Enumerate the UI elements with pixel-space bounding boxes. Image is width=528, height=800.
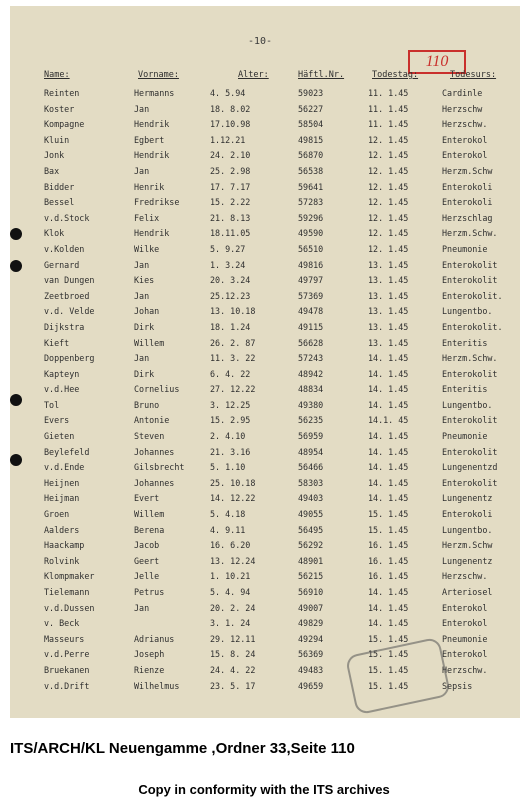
cell-name: Dijkstra <box>44 321 85 332</box>
cell-prisoner-number: 49815 <box>298 134 324 145</box>
cell-birth-date: 1. 10.21 <box>210 571 251 582</box>
record-row <box>10 133 520 149</box>
cell-cause: Lungenentz <box>442 555 493 566</box>
cell-cause: Enteritis <box>442 384 488 395</box>
cell-first-name: Steven <box>134 431 165 442</box>
cell-prisoner-number: 48954 <box>298 446 324 457</box>
cell-death-date: 13. 1.45 <box>368 321 409 332</box>
cell-first-name: Henrik <box>134 181 165 192</box>
cell-name: Koster <box>44 103 75 114</box>
cell-death-date: 11. 1.45 <box>368 119 409 130</box>
cell-prisoner-number: 49294 <box>298 633 324 644</box>
cell-birth-date: 18.11.05 <box>210 228 251 239</box>
cell-cause: Lungenentzd <box>442 462 498 473</box>
cell-death-date: 13. 1.45 <box>368 290 409 301</box>
cell-death-date: 12. 1.45 <box>368 212 409 223</box>
cell-cause: Enterokoli <box>442 181 493 192</box>
cell-name: v.d.Dussen <box>44 602 95 613</box>
cell-first-name: Jacob <box>134 540 160 551</box>
record-row <box>10 507 520 523</box>
cell-name: v.d.Hee <box>44 384 80 395</box>
cell-first-name: Egbert <box>134 134 165 145</box>
header-age: Alter: <box>238 70 269 80</box>
cell-name: Kapteyn <box>44 368 80 379</box>
cell-cause: Enterokolit <box>442 259 498 270</box>
cell-name: Klok <box>44 228 65 239</box>
cell-death-date: 11. 1.45 <box>368 103 409 114</box>
folio-stamp: 110 <box>408 50 466 74</box>
cell-birth-date: 18. 1.24 <box>210 321 251 332</box>
record-row <box>10 304 520 320</box>
cell-name: v. Beck <box>44 618 80 629</box>
cell-cause: Lungentbo. <box>442 306 493 317</box>
cell-name: Groen <box>44 509 70 520</box>
cell-birth-date: 14. 12.22 <box>210 493 256 504</box>
archive-reference: ITS/ARCH/KL Neuengamme ,Ordner 33,Seite 110 <box>10 740 355 757</box>
record-row <box>10 242 520 258</box>
punch-hole <box>10 394 22 406</box>
cell-name: Bruekanen <box>44 664 90 675</box>
cell-death-date: 14. 1.45 <box>368 368 409 379</box>
cell-cause: Enterokol <box>442 602 488 613</box>
record-row <box>10 273 520 289</box>
cell-cause: Lungentbo. <box>442 399 493 410</box>
record-row <box>10 491 520 507</box>
cell-prisoner-number: 48834 <box>298 384 324 395</box>
cell-birth-date: 13. 12.24 <box>210 555 256 566</box>
record-row <box>10 632 520 648</box>
cell-cause: Herzm.Schw. <box>442 228 498 239</box>
cell-cause: Enterokolit <box>442 368 498 379</box>
record-list <box>10 86 520 694</box>
cell-first-name: Kies <box>134 275 155 286</box>
cell-cause: Enterokoli <box>442 509 493 520</box>
cell-birth-date: 13. 10.18 <box>210 306 256 317</box>
cell-birth-date: 15. 2.95 <box>210 415 251 426</box>
cell-name: Rolvink <box>44 555 80 566</box>
cell-death-date: 14. 1.45 <box>368 493 409 504</box>
cell-death-date: 15. 1.45 <box>368 509 409 520</box>
record-row <box>10 554 520 570</box>
cell-birth-date: 17.10.98 <box>210 119 251 130</box>
column-headers <box>10 70 520 84</box>
cell-death-date: 12. 1.45 <box>368 134 409 145</box>
punch-hole <box>10 228 22 240</box>
cell-birth-date: 2. 4.10 <box>210 431 246 442</box>
record-row <box>10 226 520 242</box>
cell-death-date: 15. 1.45 <box>368 649 409 660</box>
cell-cause: Enterokoli <box>442 197 493 208</box>
cell-prisoner-number: 49829 <box>298 618 324 629</box>
cell-death-date: 14. 1.45 <box>368 431 409 442</box>
cell-first-name: Hendrik <box>134 228 170 239</box>
cell-cause: Enterokol <box>442 649 488 660</box>
cell-death-date: 12. 1.45 <box>368 165 409 176</box>
cell-prisoner-number: 49816 <box>298 259 324 270</box>
cell-birth-date: 5. 1.10 <box>210 462 246 473</box>
cell-name: Masseurs <box>44 633 85 644</box>
record-row <box>10 117 520 133</box>
cell-prisoner-number: 49590 <box>298 228 324 239</box>
cell-birth-date: 4. 5.94 <box>210 88 246 98</box>
cell-birth-date: 29. 12.11 <box>210 633 256 644</box>
cell-cause: Enteritis <box>442 337 488 348</box>
cell-first-name: Hermanns <box>134 88 175 98</box>
cell-first-name: Hendrik <box>134 150 170 161</box>
cell-birth-date: 15. 2.22 <box>210 197 251 208</box>
cell-death-date: 12. 1.45 <box>368 181 409 192</box>
cell-death-date: 12. 1.45 <box>368 228 409 239</box>
record-row <box>10 382 520 398</box>
cell-prisoner-number: 49483 <box>298 664 324 675</box>
cell-death-date: 15. 1.45 <box>368 524 409 535</box>
cell-name: Bidder <box>44 181 75 192</box>
cell-first-name: Fredrikse <box>134 197 180 208</box>
cell-name: v.d.Drift <box>44 680 90 691</box>
cell-cause: Herzm.Schw. <box>442 353 498 364</box>
cell-death-date: 12. 1.45 <box>368 197 409 208</box>
header-first-name: Vorname: <box>138 70 179 80</box>
cell-birth-date: 18. 8.02 <box>210 103 251 114</box>
cell-cause: Pneumonie <box>442 243 488 254</box>
cell-prisoner-number: 56959 <box>298 431 324 442</box>
cell-first-name: Dirk <box>134 321 155 332</box>
cell-prisoner-number: 48942 <box>298 368 324 379</box>
cell-cause: Pneumonie <box>442 431 488 442</box>
cell-name: Evers <box>44 415 70 426</box>
cell-birth-date: 25.12.23 <box>210 290 251 301</box>
cell-cause: Enterokolit. <box>442 321 503 332</box>
cell-prisoner-number: 49115 <box>298 321 324 332</box>
cell-first-name: Willem <box>134 337 165 348</box>
cell-cause: Herzschw. <box>442 119 488 130</box>
cell-prisoner-number: 57369 <box>298 290 324 301</box>
cell-name: Bessel <box>44 197 75 208</box>
cell-first-name: Bruno <box>134 399 160 410</box>
cell-name: Tielemann <box>44 587 90 597</box>
cell-cause: Enterokolit <box>442 477 498 488</box>
cell-prisoner-number: 56495 <box>298 524 324 535</box>
cell-death-date: 16. 1.45 <box>368 555 409 566</box>
cell-name: Heijnen <box>44 477 80 488</box>
cell-prisoner-number: 49478 <box>298 306 324 317</box>
record-row <box>10 601 520 617</box>
cell-cause: Enterokolit <box>442 446 498 457</box>
cell-cause: Cardinle <box>442 88 483 98</box>
cell-cause: Enterokol <box>442 150 488 161</box>
cell-cause: Herzschw. <box>442 664 488 675</box>
cell-first-name: Dirk <box>134 368 155 379</box>
cell-name: Bax <box>44 165 60 176</box>
cell-name: Kluin <box>44 134 70 145</box>
cell-name: Gieten <box>44 431 75 442</box>
cell-prisoner-number: 56628 <box>298 337 324 348</box>
cell-cause: Herzschlag <box>442 212 493 223</box>
cell-death-date: 16. 1.45 <box>368 571 409 582</box>
cell-first-name: Jelle <box>134 571 160 582</box>
cell-first-name: Jan <box>134 103 150 114</box>
cell-first-name: Felix <box>134 212 160 223</box>
cell-name: Aalders <box>44 524 80 535</box>
cell-birth-date: 16. 6.20 <box>210 540 251 551</box>
cell-first-name: Wilke <box>134 243 160 254</box>
cell-death-date: 15. 1.45 <box>368 664 409 675</box>
cell-name: Kompagne <box>44 119 85 130</box>
cell-death-date: 14. 1.45 <box>368 587 409 597</box>
cell-first-name: Adrianus <box>134 633 175 644</box>
page-number: -10- <box>248 36 273 47</box>
cell-name: v.d.Ende <box>44 462 85 473</box>
cell-birth-date: 11. 3. 22 <box>210 353 256 364</box>
cell-death-date: 14. 1.45 <box>368 399 409 410</box>
cell-name: v.d.Stock <box>44 212 90 223</box>
cell-death-date: 14. 1.45 <box>368 477 409 488</box>
cell-prisoner-number: 49403 <box>298 493 324 504</box>
cell-birth-date: 24. 4. 22 <box>210 664 256 675</box>
cell-death-date: 14. 1.45 <box>368 384 409 395</box>
cell-cause: Enterokol <box>442 134 488 145</box>
cell-birth-date: 3. 1. 24 <box>210 618 251 629</box>
cell-cause: Lungentbo. <box>442 524 493 535</box>
cell-name: Beylefeld <box>44 446 90 457</box>
cell-name: Tol <box>44 399 60 410</box>
cell-first-name: Cornelius <box>134 384 180 395</box>
record-row <box>10 616 520 632</box>
cell-death-date: 14. 1.45 <box>368 618 409 629</box>
cell-name: v.Kolden <box>44 243 85 254</box>
record-row <box>10 460 520 476</box>
cell-name: Reinten <box>44 88 80 98</box>
record-row <box>10 538 520 554</box>
cell-death-date: 14. 1.45 <box>368 446 409 457</box>
cell-birth-date: 4. 9.11 <box>210 524 246 535</box>
cell-first-name: Johannes <box>134 477 175 488</box>
cell-birth-date: 3. 12.25 <box>210 399 251 410</box>
cell-cause: Arteriosel <box>442 587 493 597</box>
cell-name: Heijman <box>44 493 80 504</box>
cell-cause: Herzm.Schw <box>442 165 493 176</box>
cell-first-name: Wilhelmus <box>134 680 180 691</box>
punch-hole <box>10 454 22 466</box>
cell-birth-date: 20. 3.24 <box>210 275 251 286</box>
cell-prisoner-number: 48901 <box>298 555 324 566</box>
cell-death-date: 14. 1.45 <box>368 353 409 364</box>
cell-cause: Herzm.Schw <box>442 540 493 551</box>
header-cause: Todesurs: <box>450 70 497 80</box>
cell-first-name: Gilsbrecht <box>134 462 185 473</box>
cell-death-date: 13. 1.45 <box>368 306 409 317</box>
header-name: Name: <box>44 70 70 80</box>
cell-name: Kieft <box>44 337 70 348</box>
conformity-note: Copy in conformity with the ITS archives <box>138 782 390 797</box>
cell-death-date: 13. 1.45 <box>368 259 409 270</box>
cell-birth-date: 26. 2. 87 <box>210 337 256 348</box>
cell-birth-date: 17. 7.17 <box>210 181 251 192</box>
cell-prisoner-number: 56227 <box>298 103 324 114</box>
record-row <box>10 445 520 461</box>
cell-death-date: 14. 1.45 <box>368 462 409 473</box>
cell-cause: Enterokolit <box>442 415 498 426</box>
cell-death-date: 12. 1.45 <box>368 243 409 254</box>
cell-name: Haackamp <box>44 540 85 551</box>
cell-prisoner-number: 49380 <box>298 399 324 410</box>
record-row <box>10 523 520 539</box>
cell-prisoner-number: 49797 <box>298 275 324 286</box>
cell-cause: Enterokolit <box>442 275 498 286</box>
record-row <box>10 148 520 164</box>
cell-first-name: Johannes <box>134 446 175 457</box>
cell-first-name: Berena <box>134 524 165 535</box>
cell-first-name: Joseph <box>134 649 165 660</box>
cell-death-date: 15. 1.45 <box>368 680 409 691</box>
record-row <box>10 413 520 429</box>
record-row <box>10 585 520 601</box>
cell-first-name: Jan <box>134 602 150 613</box>
cell-birth-date: 21. 8.13 <box>210 212 251 223</box>
cell-name: Jonk <box>44 150 65 161</box>
cell-birth-date: 1.12.21 <box>210 134 246 145</box>
cell-prisoner-number: 57243 <box>298 353 324 364</box>
record-row <box>10 476 520 492</box>
cell-cause: Enterokolit. <box>442 290 503 301</box>
cell-prisoner-number: 56466 <box>298 462 324 473</box>
cell-prisoner-number: 56870 <box>298 150 324 161</box>
record-row <box>10 258 520 274</box>
cell-first-name: Antonie <box>134 415 170 426</box>
cell-prisoner-number: 56369 <box>298 649 324 660</box>
cell-birth-date: 1. 3.24 <box>210 259 246 270</box>
cell-prisoner-number: 59023 <box>298 88 324 98</box>
header-number: Häftl.Nr. <box>298 70 345 80</box>
cell-name: Doppenberg <box>44 353 95 364</box>
record-row <box>10 569 520 585</box>
cell-first-name: Hendrik <box>134 119 170 130</box>
record-row <box>10 289 520 305</box>
cell-name: Zeetbroed <box>44 290 90 301</box>
cell-first-name: Jan <box>134 165 150 176</box>
cell-prisoner-number: 58504 <box>298 119 324 130</box>
cell-death-date: 16. 1.45 <box>368 540 409 551</box>
cell-prisoner-number: 59641 <box>298 181 324 192</box>
record-row <box>10 336 520 352</box>
record-row <box>10 211 520 227</box>
cell-cause: Pneumonie <box>442 633 488 644</box>
cell-prisoner-number: 56215 <box>298 571 324 582</box>
cell-birth-date: 5. 4. 94 <box>210 587 251 597</box>
record-row <box>10 398 520 414</box>
record-row <box>10 195 520 211</box>
cell-cause: Enterokol <box>442 618 488 629</box>
record-row <box>10 429 520 445</box>
cell-prisoner-number: 56292 <box>298 540 324 551</box>
cell-first-name: Willem <box>134 509 165 520</box>
cell-prisoner-number: 56510 <box>298 243 324 254</box>
cell-first-name: Rienze <box>134 664 165 675</box>
record-row <box>10 351 520 367</box>
cell-birth-date: 20. 2. 24 <box>210 602 256 613</box>
cell-birth-date: 25. 2.98 <box>210 165 251 176</box>
record-row <box>10 86 520 102</box>
cell-prisoner-number: 56910 <box>298 587 324 597</box>
record-row <box>10 320 520 336</box>
cell-death-date: 14.1. 45 <box>368 415 409 426</box>
cell-prisoner-number: 57283 <box>298 197 324 208</box>
cell-birth-date: 5. 9.27 <box>210 243 246 254</box>
cell-birth-date: 24. 2.10 <box>210 150 251 161</box>
cell-death-date: 15. 1.45 <box>368 633 409 644</box>
cell-birth-date: 25. 10.18 <box>210 477 256 488</box>
cell-prisoner-number: 49007 <box>298 602 324 613</box>
cell-death-date: 13. 1.45 <box>368 275 409 286</box>
cell-prisoner-number: 49659 <box>298 680 324 691</box>
cell-name: Gernard <box>44 259 80 270</box>
cell-birth-date: 5. 4.18 <box>210 509 246 520</box>
record-row <box>10 102 520 118</box>
cell-death-date: 12. 1.45 <box>368 150 409 161</box>
header-death-date: Todestag: <box>372 70 419 80</box>
cell-birth-date: 6. 4. 22 <box>210 368 251 379</box>
cell-death-date: 13. 1.45 <box>368 337 409 348</box>
cell-death-date: 11. 1.45 <box>368 88 409 98</box>
cell-prisoner-number: 56235 <box>298 415 324 426</box>
cell-birth-date: 27. 12.22 <box>210 384 256 395</box>
record-row <box>10 180 520 196</box>
cell-death-date: 14. 1.45 <box>368 602 409 613</box>
cell-prisoner-number: 49055 <box>298 509 324 520</box>
cell-first-name: Jan <box>134 290 150 301</box>
cell-first-name: Jan <box>134 353 150 364</box>
cell-birth-date: 23. 5. 17 <box>210 680 256 691</box>
cell-first-name: Geert <box>134 555 160 566</box>
record-row <box>10 367 520 383</box>
cell-prisoner-number: 56538 <box>298 165 324 176</box>
cell-first-name: Johan <box>134 306 160 317</box>
cell-name: Klompmaker <box>44 571 95 582</box>
cell-name: van Dungen <box>44 275 95 286</box>
punch-hole <box>10 260 22 272</box>
record-row <box>10 164 520 180</box>
cell-cause: Herzschw. <box>442 571 488 582</box>
cell-cause: Sepsis <box>442 680 473 691</box>
document-sheet <box>10 6 520 718</box>
cell-name: v.d. Velde <box>44 306 95 317</box>
cell-first-name: Jan <box>134 259 150 270</box>
cell-prisoner-number: 58303 <box>298 477 324 488</box>
cell-first-name: Petrus <box>134 587 165 597</box>
cell-cause: Lungenentz <box>442 493 493 504</box>
cell-cause: Herzschw <box>442 103 483 114</box>
cell-birth-date: 15. 8. 24 <box>210 649 256 660</box>
cell-prisoner-number: 59296 <box>298 212 324 223</box>
cell-first-name: Evert <box>134 493 160 504</box>
cell-name: v.d.Perre <box>44 649 90 660</box>
cell-birth-date: 21. 3.16 <box>210 446 251 457</box>
